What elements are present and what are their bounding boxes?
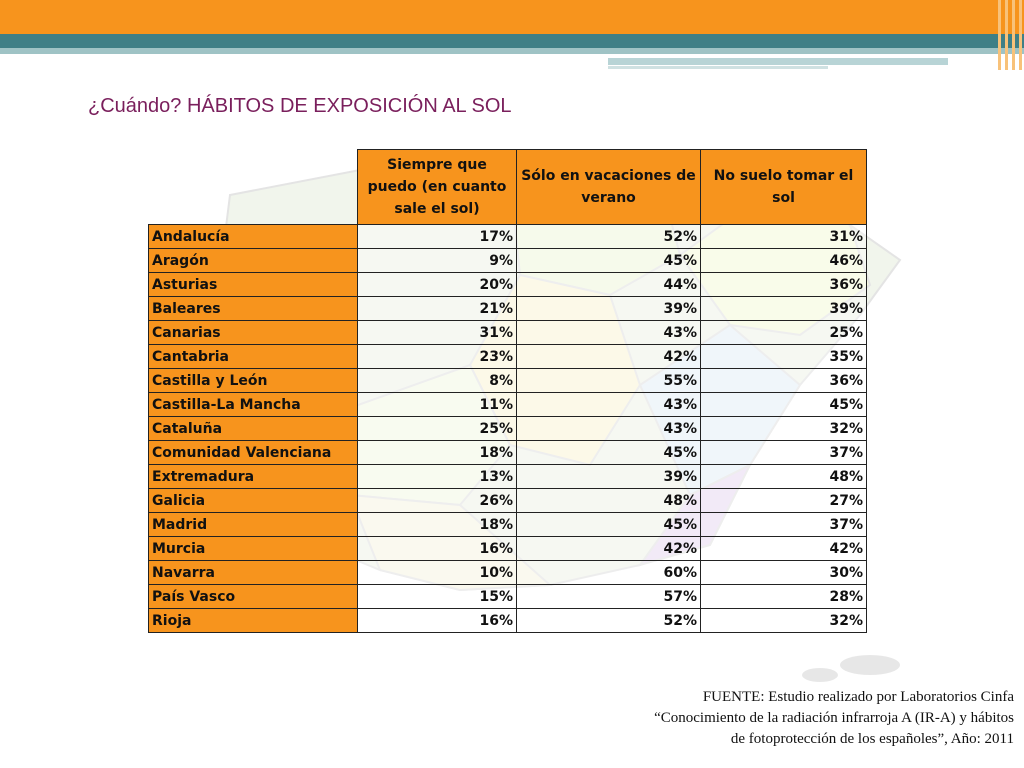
value-cell: 9% <box>358 249 517 273</box>
value-cell: 45% <box>517 513 701 537</box>
value-cell: 31% <box>701 225 867 249</box>
value-cell: 36% <box>701 369 867 393</box>
value-cell: 42% <box>517 537 701 561</box>
source-line: “Conocimiento de la radiación infrarroja A (IR-A) y hábitos <box>654 710 1014 726</box>
habits-table <box>148 149 867 633</box>
source-line: FUENTE: Estudio realizado por Laboratorios Cinfa <box>702 689 1014 705</box>
table-row <box>149 249 867 273</box>
value-cell: 17% <box>358 225 517 249</box>
column-header: No suelo tomar el sol <box>701 150 867 225</box>
slide-title: ¿Cuándo? HÁBITOS DE EXPOSICIÓN AL SOL <box>88 95 512 117</box>
value-cell: 10% <box>358 561 517 585</box>
region-cell: Galicia <box>149 489 358 513</box>
region-cell: Cataluña <box>149 417 358 441</box>
value-cell: 37% <box>701 441 867 465</box>
region-cell: Asturias <box>149 273 358 297</box>
value-cell: 39% <box>701 297 867 321</box>
value-cell: 18% <box>358 441 517 465</box>
table-row <box>149 297 867 321</box>
table-row <box>149 609 867 633</box>
table-row <box>149 537 867 561</box>
region-cell: Comunidad Valenciana <box>149 441 358 465</box>
source-line: de fotoprotección de los españoles”, Año: 2011 <box>730 731 1014 747</box>
value-cell: 21% <box>358 297 517 321</box>
decorative-line <box>608 58 948 65</box>
region-cell: Madrid <box>149 513 358 537</box>
value-cell: 31% <box>358 321 517 345</box>
region-cell: Castilla-La Mancha <box>149 393 358 417</box>
table-header-row <box>149 150 867 225</box>
column-header: Siempre que puedo (en cuanto sale el sol) <box>358 150 517 225</box>
table-row <box>149 345 867 369</box>
value-cell: 43% <box>517 321 701 345</box>
region-cell: Canarias <box>149 321 358 345</box>
table-row <box>149 465 867 489</box>
value-cell: 15% <box>358 585 517 609</box>
value-cell: 42% <box>517 345 701 369</box>
region-cell: Andalucía <box>149 225 358 249</box>
value-cell: 16% <box>358 537 517 561</box>
value-cell: 28% <box>701 585 867 609</box>
value-cell: 48% <box>517 489 701 513</box>
header-orange-bar <box>0 0 1024 34</box>
value-cell: 37% <box>701 513 867 537</box>
value-cell: 25% <box>701 321 867 345</box>
region-cell: Extremadura <box>149 465 358 489</box>
region-cell: Navarra <box>149 561 358 585</box>
value-cell: 23% <box>358 345 517 369</box>
table-row <box>149 441 867 465</box>
value-cell: 57% <box>517 585 701 609</box>
value-cell: 43% <box>517 393 701 417</box>
value-cell: 45% <box>701 393 867 417</box>
region-cell: Baleares <box>149 297 358 321</box>
region-cell: Murcia <box>149 537 358 561</box>
header-teal-bar <box>0 34 1024 48</box>
value-cell: 45% <box>517 249 701 273</box>
value-cell: 27% <box>701 489 867 513</box>
table-row <box>149 585 867 609</box>
value-cell: 26% <box>358 489 517 513</box>
value-cell: 13% <box>358 465 517 489</box>
table-row <box>149 369 867 393</box>
table-row <box>149 417 867 441</box>
value-cell: 46% <box>701 249 867 273</box>
region-cell: País Vasco <box>149 585 358 609</box>
value-cell: 16% <box>358 609 517 633</box>
table-row <box>149 393 867 417</box>
value-cell: 32% <box>701 609 867 633</box>
table-row <box>149 561 867 585</box>
value-cell: 48% <box>701 465 867 489</box>
value-cell: 42% <box>701 537 867 561</box>
column-header: Sólo en vacaciones de verano <box>517 150 701 225</box>
value-cell: 52% <box>517 609 701 633</box>
value-cell: 30% <box>701 561 867 585</box>
value-cell: 39% <box>517 297 701 321</box>
decorative-stripes <box>994 0 1024 70</box>
value-cell: 25% <box>358 417 517 441</box>
region-cell: Cantabria <box>149 345 358 369</box>
table-row <box>149 489 867 513</box>
value-cell: 43% <box>517 417 701 441</box>
table-row <box>149 225 867 249</box>
value-cell: 44% <box>517 273 701 297</box>
decorative-line-thin <box>608 66 828 69</box>
source-citation <box>654 687 1014 750</box>
value-cell: 39% <box>517 465 701 489</box>
value-cell: 20% <box>358 273 517 297</box>
region-cell: Rioja <box>149 609 358 633</box>
table-row <box>149 513 867 537</box>
value-cell: 11% <box>358 393 517 417</box>
header-teal-light-bar <box>0 48 1024 54</box>
value-cell: 60% <box>517 561 701 585</box>
region-cell: Castilla y León <box>149 369 358 393</box>
value-cell: 52% <box>517 225 701 249</box>
value-cell: 35% <box>701 345 867 369</box>
header-blank-cell <box>149 150 358 225</box>
value-cell: 18% <box>358 513 517 537</box>
value-cell: 32% <box>701 417 867 441</box>
value-cell: 8% <box>358 369 517 393</box>
table-row <box>149 321 867 345</box>
value-cell: 36% <box>701 273 867 297</box>
value-cell: 55% <box>517 369 701 393</box>
value-cell: 45% <box>517 441 701 465</box>
table-row <box>149 273 867 297</box>
region-cell: Aragón <box>149 249 358 273</box>
